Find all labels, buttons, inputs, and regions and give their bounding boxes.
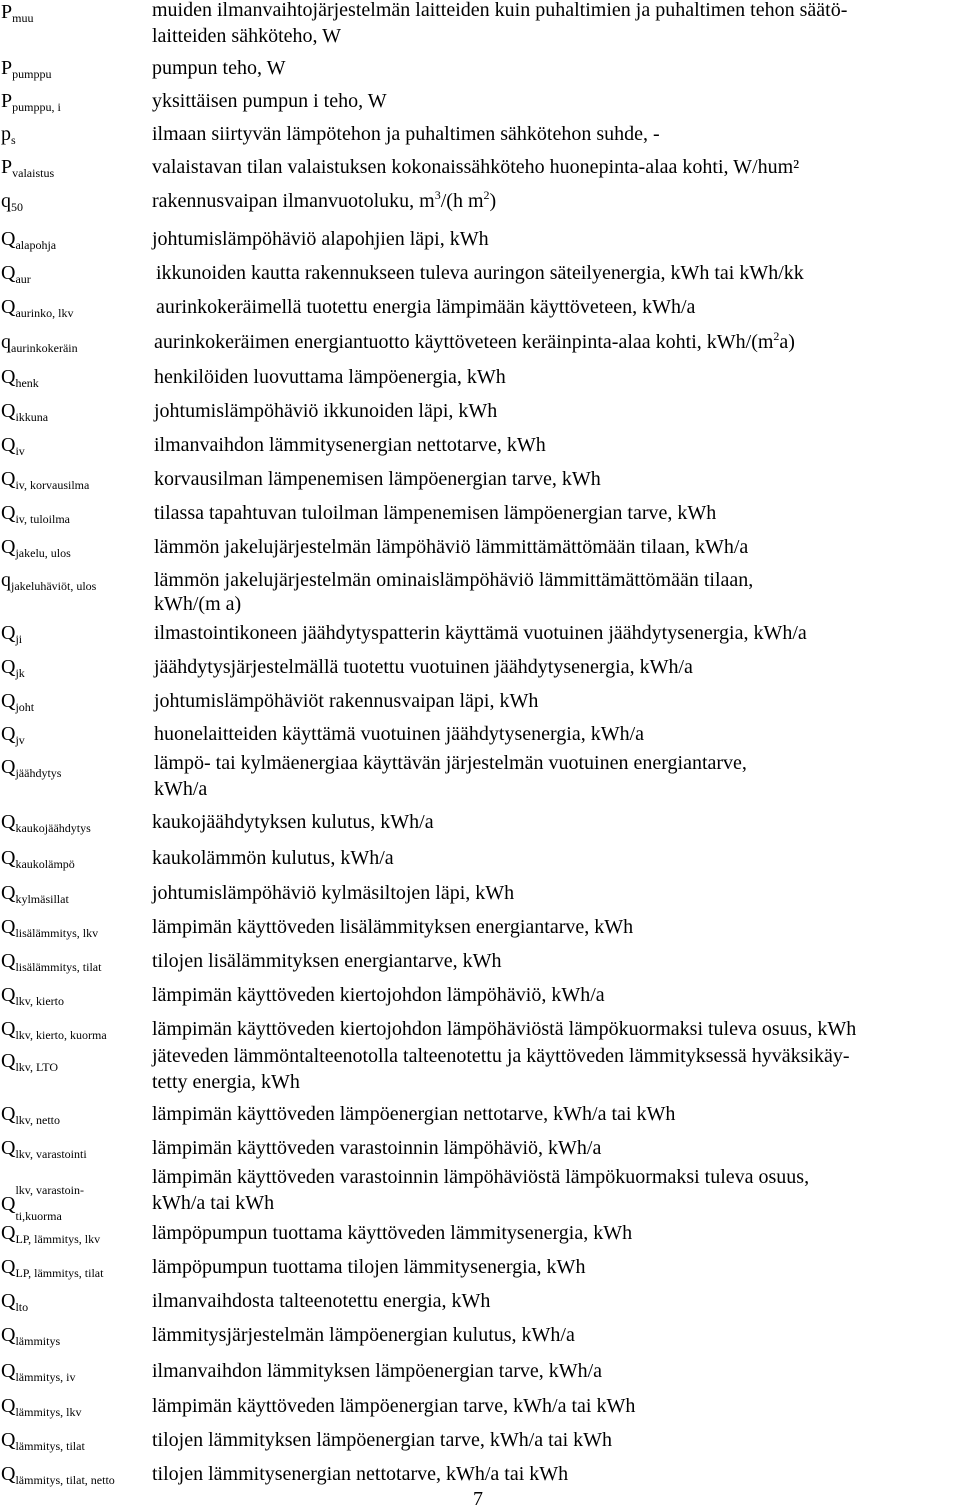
symbol: $Q_{joht}$ [1,690,35,714]
symbol: $Q_{ji}$ [1,622,23,646]
definition-continuation: kWh/(m a) [154,593,242,615]
definition: jäteveden lämmöntalteenotolla talteenotettu ja käyttöveden lämmityksessä hyväksikäy- [152,1045,850,1067]
symbol: $Q_{lämmitys, iv}$ [1,1360,76,1384]
symbol: $Q_{lisälämmitys, tilat}$ [1,950,102,974]
symbol: $Q_{jv}$ [1,723,25,747]
symbol: $Q_{alapohja}$ [1,228,57,252]
symbol: $Q_{jk}$ [1,656,25,680]
definition-continuation: laitteiden sähköteho, W [152,25,342,47]
symbol: $Q_{aurinko, lkv}$ [1,296,74,320]
symbol: $Q_{iv, tuloilma}$ [1,502,71,526]
definition: ilmaan siirtyvän lämpötehon ja puhaltimen sähkötehon suhde, - [152,123,660,145]
definition: lämpimän käyttöveden lisälämmityksen energiantarve, kWh [152,916,634,938]
symbol: $Q_{kaukojäähdytys}$ [1,811,91,835]
definition: yksittäisen pumpun i teho, W [152,90,387,112]
symbol: $P_{valaistus}$ [1,156,55,180]
definition: ikkunoiden kautta rakennukseen tuleva auringon säteilyenergia, kWh tai kWh/kk [156,262,804,284]
symbol: $P_{pumppu, i}$ [1,90,61,114]
definition: johtumislämpöhäviöt rakennusvaipan läpi, kWh [154,690,539,712]
definition: lämpimän käyttöveden lämpöenergian nettotarve, kWh/a tai kWh [152,1103,676,1125]
definition: tilassa tapahtuvan tuloilman lämpenemisen lämpöenergian tarve, kWh [154,502,717,524]
symbol: $Q_{lkv, kierto}$ [1,984,64,1008]
definition: lämpöpumpun tuottama käyttöveden lämmitysenergia, kWh [152,1222,633,1244]
symbol: $Q_{iv}$ [1,434,25,458]
definition: huonelaitteiden käyttämä vuotuinen jäähdytysenergia, kWh/a [154,723,645,745]
definition: lämpimän käyttöveden kiertojohdon lämpöhäviöstä lämpökuormaksi tuleva osuus, kWh [152,1018,857,1040]
symbol: $P_{pumppu}$ [1,57,52,81]
symbol: $q_{aurinkokeräin}$ [1,331,78,355]
definition: valaistavan tilan valaistuksen kokonaissähköteho huonepinta-alaa kohti, W/hum² [152,156,800,178]
definition: lämpimän käyttöveden kiertojohdon lämpöhäviö, kWh/a [152,984,605,1006]
definition: johtumislämpöhäviö ikkunoiden läpi, kWh [154,400,498,422]
definition: lämpö- tai kylmäenergiaa käyttävän järjestelmän vuotuinen energiantarve, [154,752,747,774]
symbol: $Q_{iv, korvausilma}$ [1,468,90,492]
symbol: $Q_{lämmitys, lkv}$ [1,1395,82,1419]
definition: aurinkokeräimellä tuotettu energia lämpimään käyttöveteen, kWh/a [156,296,696,318]
definition: lämpöpumpun tuottama tilojen lämmitysenergia, kWh [152,1256,586,1278]
symbol: $p_s$ [1,123,16,147]
symbol: $Q_{lkv, kierto, kuorma}$ [1,1018,107,1042]
definition: muiden ilmanvaihtojärjestelmän laitteiden kuin puhaltimien ja puhaltimen tehon säätö- [152,0,848,21]
definition-continuation: kWh/a tai kWh [152,1192,275,1214]
definition: rakennusvaipan ilmanvuotoluku, $m^3/(h$ $m^2$) [152,188,497,212]
symbol: $Q_{jäähdytys}$ [1,756,62,780]
definition: johtumislämpöhäviö kylmäsiltojen läpi, kWh [152,882,515,904]
definition: tilojen lämmityksen lämpöenergian tarve, kWh/a tai kWh [152,1429,613,1451]
symbol: $Q_{lämmitys, tilat}$ [1,1429,85,1453]
symbol: $P_{muu}$ [1,1,34,25]
symbol: $Q_{jakelu, ulos}$ [1,536,71,560]
symbol: $q_{jakeluhäviöt, ulos}$ [1,569,97,593]
symbol: $Q_{lämmitys}$ [1,1324,61,1348]
symbol: $Q_{lkv, netto}$ [1,1103,61,1127]
symbol: $Q_{LP, lämmitys, lkv}$ [1,1222,101,1246]
symbol: $Q_{aur}$ [1,262,31,286]
definition: lämmön jakelujärjestelmän ominaislämpöhäviö lämmittämättömään tilaan, [154,569,754,591]
definition: jäähdytysjärjestelmällä tuotettu vuotuinen jäähdytysenergia, kWh/a [154,656,693,678]
definition: kaukojäähdytyksen kulutus, kWh/a [152,811,434,833]
symbol: $Q_{ikkuna}$ [1,400,49,424]
definition: ilmanvaihdosta talteenotettu energia, kWh [152,1290,491,1312]
definition: lämpimän käyttöveden lämpöenergian tarve, kWh/a tai kWh [152,1395,636,1417]
symbol: $Q_{lkv, varastointi}$ [1,1137,87,1161]
definition: lämmitysjärjestelmän lämpöenergian kulutus, kWh/a [152,1324,575,1346]
definition: ilmanvaihdon lämmityksen lämpöenergian tarve, kWh/a [152,1360,603,1382]
definition-continuation: kWh/a [154,778,208,800]
definition: tilojen lisälämmityksen energiantarve, kWh [152,950,502,972]
symbol: $Q_{kaukolämpö}$ [1,847,75,871]
symbol: $Q_{lämmitys, tilat, netto}$ [1,1463,115,1487]
symbol: $Q_{lisälämmitys, lkv}$ [1,916,99,940]
definition: tilojen lämmitysenergian nettotarve, kWh/a tai kWh [152,1463,569,1485]
definition: lämpimän käyttöveden varastoinnin lämpöhäviöstä lämpökuormaksi tuleva osuus, [152,1166,810,1188]
symbol: $Q_{lkv, varastoin-ti,kuorma}$ [1,1183,84,1223]
definition: aurinkokeräimen energiantuotto käyttöveteen keräinpinta-alaa kohti, kWh/$(m^2a)$ [154,329,795,353]
definition: pumpun teho, W [152,57,286,79]
symbol: $Q_{henk}$ [1,366,39,390]
page-number: 7 [473,1488,483,1510]
symbol: $Q_{LP, lämmitys, tilat}$ [1,1256,104,1280]
definition: johtumislämpöhäviö alapohjien läpi, kWh [152,228,489,250]
definition: ilmanvaihdon lämmitysenergian nettotarve, kWh [154,434,546,456]
definition: korvausilman lämpenemisen lämpöenergian tarve, kWh [154,468,601,490]
definition-continuation: tetty energia, kWh [152,1071,300,1093]
definition: lämpimän käyttöveden varastoinnin lämpöhäviö, kWh/a [152,1137,602,1159]
definition: kaukolämmön kulutus, kWh/a [152,847,394,869]
symbol: $Q_{kylmäsillat}$ [1,882,69,906]
definition: lämmön jakelujärjestelmän lämpöhäviö lämmittämättömään tilaan, kWh/a [154,536,749,558]
definition: henkilöiden luovuttama lämpöenergia, kWh [154,366,506,388]
definition: ilmastointikoneen jäähdytyspatterin käyttämä vuotuinen jäähdytysenergia, kWh/a [154,622,807,644]
symbol: $Q_{lkv, LTO}$ [1,1050,59,1074]
symbol: $Q_{lto}$ [1,1290,29,1314]
symbol: $q_{50}$ [1,190,23,214]
